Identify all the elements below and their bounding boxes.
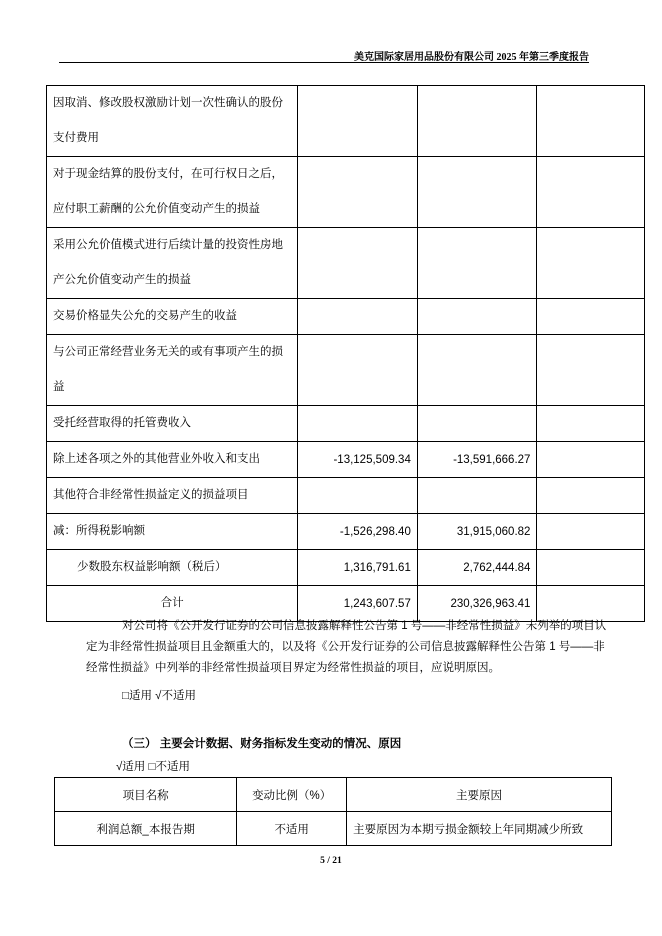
table-row — [47, 86, 645, 157]
item-cell: 交易价格显失公允的交易产生的收益 — [47, 299, 298, 335]
current-amount-cell — [298, 406, 418, 442]
current-amount-cell — [298, 228, 418, 299]
current-amount-cell — [298, 86, 418, 157]
ytd-amount-cell: -13,591,666.27 — [417, 442, 537, 478]
column-header: 主要原因 — [347, 778, 612, 812]
item-cell: 少数股东权益影响额（税后） — [47, 550, 298, 586]
header-rule — [59, 62, 589, 63]
current-amount-cell: -13,125,509.34 — [298, 442, 418, 478]
current-amount-cell: -1,526,298.40 — [298, 514, 418, 550]
applicability-checkbox-line: √适用 □不适用 — [116, 761, 190, 773]
item-cell: 受托经营取得的托管费收入 — [47, 406, 298, 442]
table-header-row — [55, 778, 612, 812]
current-amount-cell — [298, 157, 418, 228]
item-cell: 采用公允价值模式进行后续计量的投资性房地产公允价值变动产生的损益 — [47, 228, 298, 299]
current-amount-cell — [298, 299, 418, 335]
note-cell — [537, 442, 645, 478]
item-cell: 其他符合非经常性损益定义的损益项目 — [47, 478, 298, 514]
table-row — [47, 550, 645, 586]
table-row — [47, 299, 645, 335]
current-amount-cell — [298, 335, 418, 406]
ytd-amount-cell — [417, 299, 537, 335]
page-number: 5 / 21 — [320, 856, 342, 866]
ytd-amount-cell: 2,762,444.84 — [417, 550, 537, 586]
ytd-amount-cell — [417, 406, 537, 442]
table-row — [47, 478, 645, 514]
ytd-amount-cell — [417, 157, 537, 228]
page-header: 美克国际家居用品股份有限公司 2025 年第三季度报告 — [354, 52, 589, 63]
note-cell — [537, 299, 645, 335]
current-amount-cell: 1,243,607.57 — [298, 586, 418, 622]
explanatory-paragraph: 对公司将《公开发行证券的公司信息披露解释性公告第 1 号——非经常性损益》未列举的项目认定为非经常性损益项目且金额重大的，以及将《公开发行证券的公司信息披露解释性公告第 1 号——非经常性损益》中列举的非经常性损益项目界定为经常性损益的项目，应说明原因。 — [86, 620, 607, 674]
note-cell — [537, 478, 645, 514]
ytd-amount-cell — [417, 478, 537, 514]
item-cell: 对于现金结算的股份支付，在可行权日之后，应付职工薪酬的公允价值变动产生的损益 — [47, 157, 298, 228]
table-row — [47, 228, 645, 299]
section-title: （三） 主要会计数据、财务指标发生变动的情况、原因 — [122, 738, 402, 750]
item-cell: 减：所得税影响额 — [47, 514, 298, 550]
table-row — [47, 157, 645, 228]
current-amount-cell: 1,316,791.61 — [298, 550, 418, 586]
column-header: 变动比例（%） — [237, 778, 347, 812]
ytd-amount-cell: 31,915,060.82 — [417, 514, 537, 550]
table-row — [47, 335, 645, 406]
item-cell: 与公司正常经营业务无关的或有事项产生的损益 — [47, 335, 298, 406]
ytd-amount-cell — [417, 228, 537, 299]
ytd-amount-cell: 230,326,963.41 — [417, 586, 537, 622]
column-header: 项目名称 — [55, 778, 237, 812]
key-data-changes-table — [54, 777, 612, 846]
current-amount-cell — [298, 478, 418, 514]
main-reason-cell: 主要原因为本期亏损金额较上年同期减少所致 — [347, 812, 612, 846]
non-recurring-items-table — [46, 85, 645, 622]
item-cell: 除上述各项之外的其他营业外收入和支出 — [47, 442, 298, 478]
note-cell — [537, 228, 645, 299]
note-cell — [537, 550, 645, 586]
change-ratio-cell: 不适用 — [237, 812, 347, 846]
ytd-amount-cell — [417, 86, 537, 157]
table-row — [47, 514, 645, 550]
note-cell — [537, 514, 645, 550]
table-row — [47, 406, 645, 442]
applicability-checkbox-line: □适用 √不适用 — [122, 690, 196, 702]
item-cell: 合计 — [47, 586, 298, 622]
note-cell — [537, 335, 645, 406]
note-cell — [537, 157, 645, 228]
note-cell — [537, 86, 645, 157]
ytd-amount-cell — [417, 335, 537, 406]
note-cell — [537, 406, 645, 442]
item-name-cell: 利润总额_本报告期 — [55, 812, 237, 846]
table-row — [47, 442, 645, 478]
table-row — [55, 812, 612, 846]
item-cell: 因取消、修改股权激励计划一次性确认的股份支付费用 — [47, 86, 298, 157]
